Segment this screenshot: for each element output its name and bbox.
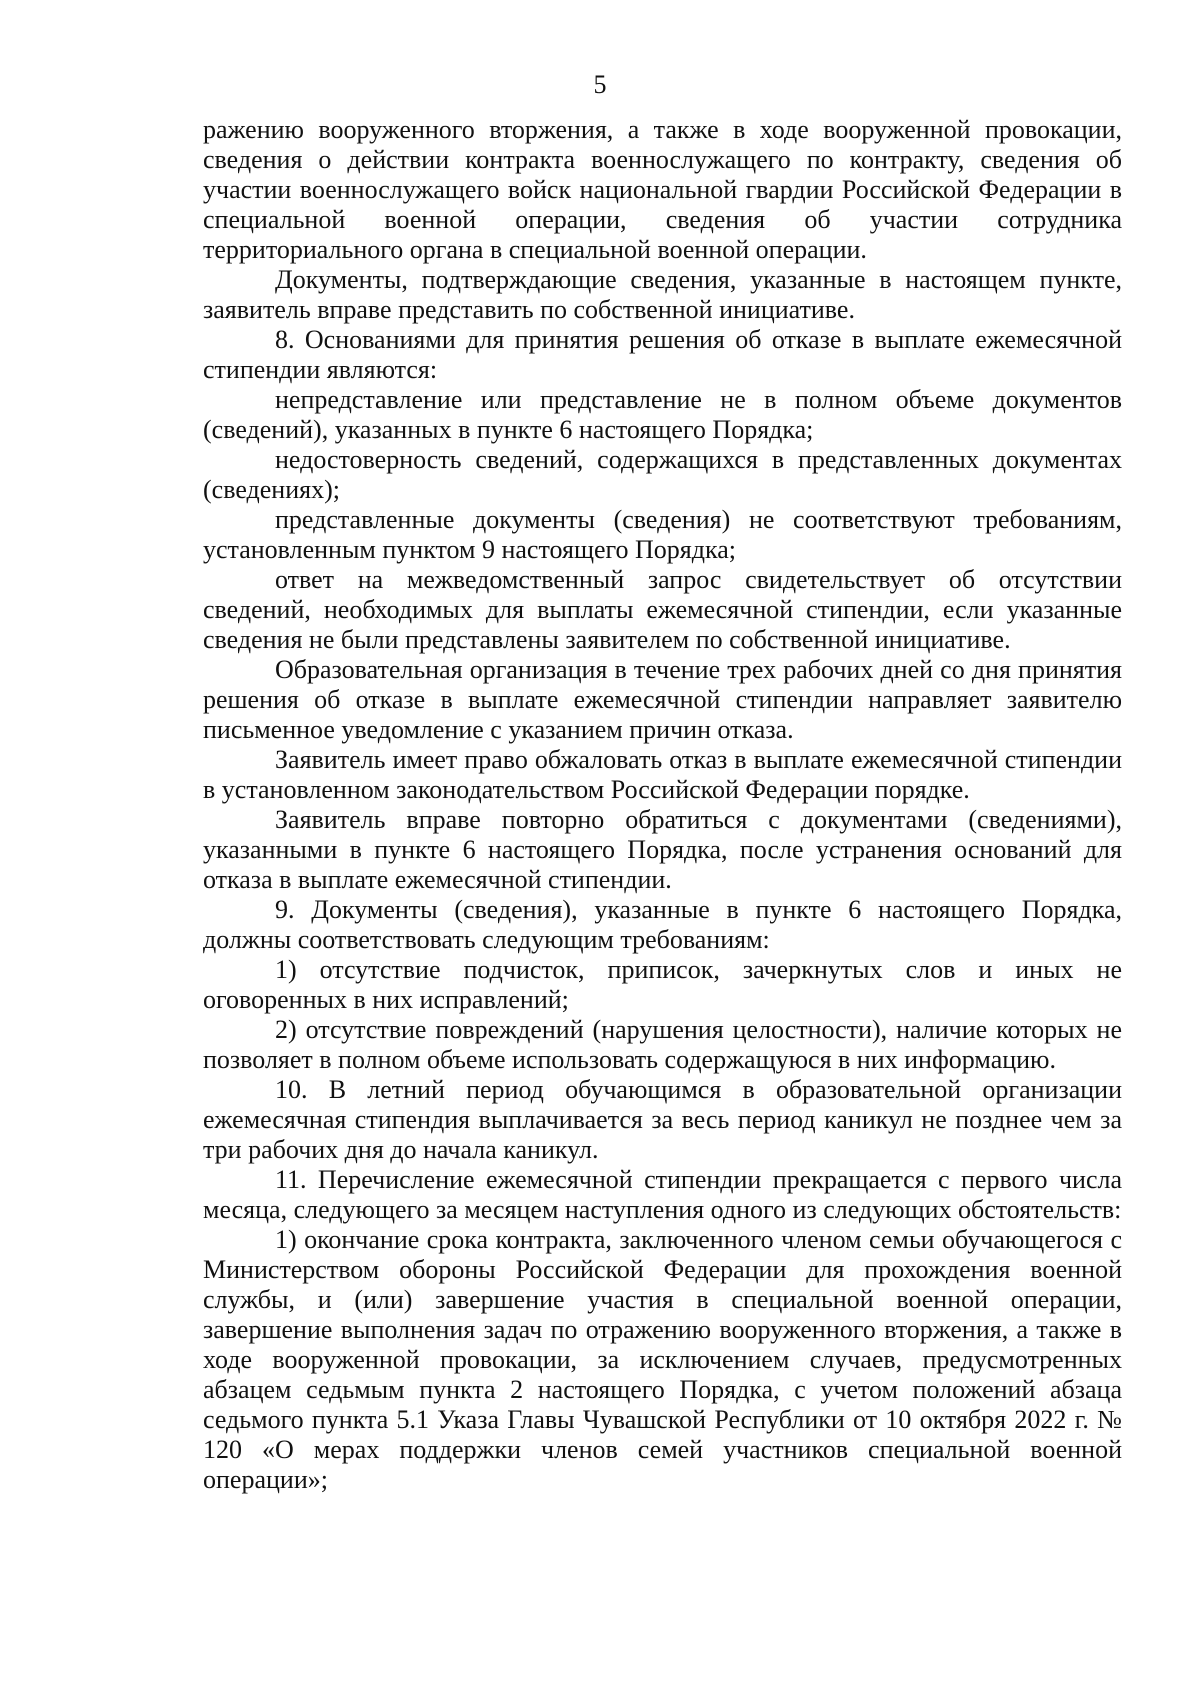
paragraph-continuation: ражению вооруженного вторжения, а также в ходе вооруженной провокации, сведения о действии контракта военнослужащего по контракту, сведения об участии военнослужащего войск национальной гвардии Российской Федерации в специальной военной операции, сведения об участии сотрудника территориального органа в специальной военной операции.: [203, 115, 1122, 264]
paragraph: 1) окончание срока контракта, заключенного членом семьи обучающегося с Министерством обороны Российской Федерации для прохождения военной службы, и (или) завершение участия в специальной военной операции, завершение выполнения задач по отражению вооруженного вторжения, а также в ходе вооруженной провокации, за исключением случаев, предусмотренных абзацем седьмым пункта 2 настоящего Порядка, с учетом положений абзаца седьмого пункта 5.1 Указа Главы Чувашской Республики от 10 октября 2022 г. № 120 «О мерах поддержки членов семей участников специальной военной операции»;: [203, 1225, 1122, 1494]
paragraph-clause-8: 8. Основаниями для принятия решения об отказе в выплате ежемесячной стипендии являются:: [203, 325, 1122, 384]
paragraph-clause-11: 11. Перечисление ежемесячной стипендии прекращается с первого числа месяца, следующего за месяцем наступления одного из следующих обстоятельств:: [203, 1165, 1122, 1224]
paragraph: недостоверность сведений, содержащихся в представленных документах (сведениях);: [203, 445, 1122, 504]
document-body: [203, 115, 1122, 1495]
paragraph: непредставление или представление не в полном объеме документов (сведений), указанных в пункте 6 настоящего Порядка;: [203, 385, 1122, 444]
paragraph: 1) отсутствие подчисток, приписок, зачеркнутых слов и иных не оговоренных в них исправлений;: [203, 955, 1122, 1014]
paragraph: ответ на межведомственный запрос свидетельствует об отсутствии сведений, необходимых для выплаты ежемесячной стипендии, если указанные сведения не были представлены заявителем по собственной инициативе.: [203, 565, 1122, 654]
paragraph: представленные документы (сведения) не соответствуют требованиям, установленным пунктом 9 настоящего Порядка;: [203, 505, 1122, 564]
paragraph: Документы, подтверждающие сведения, указанные в настоящем пункте, заявитель вправе представить по собственной инициативе.: [203, 265, 1122, 324]
paragraph: Заявитель имеет право обжаловать отказ в выплате ежемесячной стипендии в установленном законодательством Российской Федерации порядке.: [203, 745, 1122, 804]
paragraph-clause-9: 9. Документы (сведения), указанные в пункте 6 настоящего Порядка, должны соответствовать следующим требованиям:: [203, 895, 1122, 954]
paragraph-clause-10: 10. В летний период обучающимся в образовательной организации ежемесячная стипендия выплачивается за весь период каникул не позднее чем за три рабочих дня до начала каникул.: [203, 1075, 1122, 1164]
paragraph: Заявитель вправе повторно обратиться с документами (сведениями), указанными в пункте 6 настоящего Порядка, после устранения оснований для отказа в выплате ежемесячной стипендии.: [203, 805, 1122, 894]
paragraph: 2) отсутствие повреждений (нарушения целостности), наличие которых не позволяет в полном объеме использовать содержащуюся в них информацию.: [203, 1015, 1122, 1074]
paragraph: Образовательная организация в течение трех рабочих дней со дня принятия решения об отказе в выплате ежемесячной стипендии направляет заявителю письменное уведомление с указанием причин отказа.: [203, 655, 1122, 744]
page-number: 5: [593, 70, 607, 99]
